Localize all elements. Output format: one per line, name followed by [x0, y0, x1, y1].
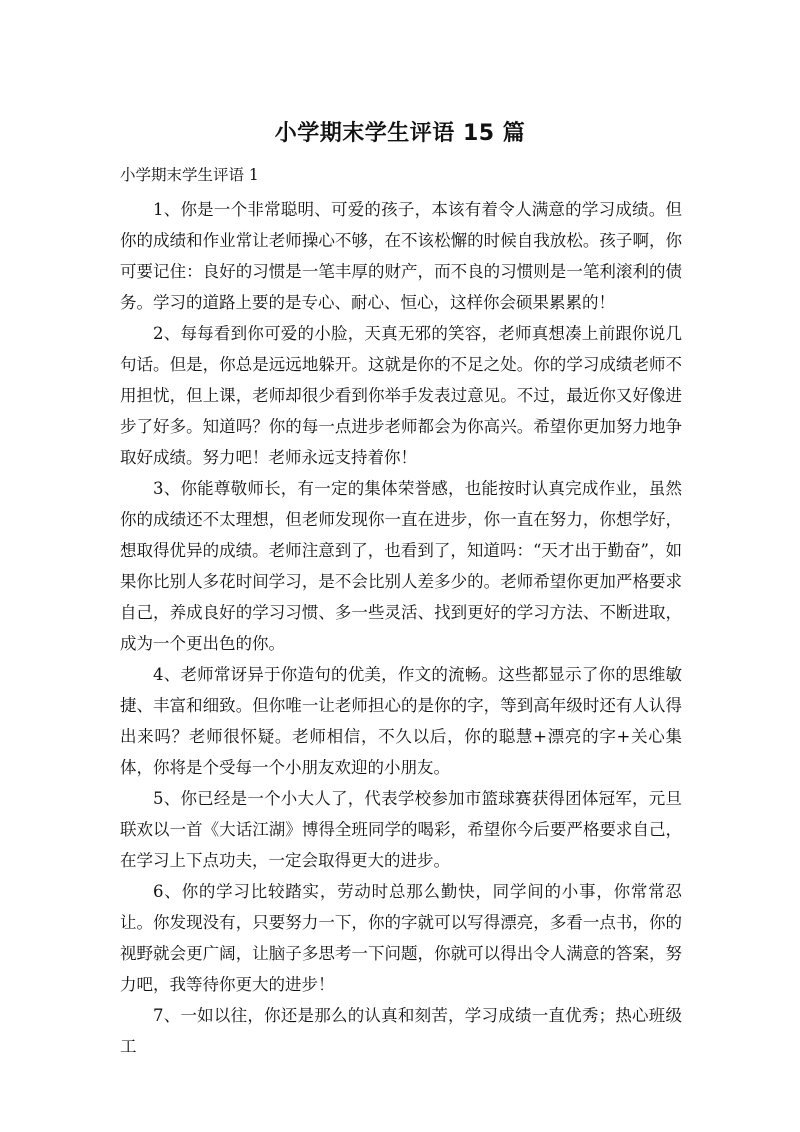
comment-paragraph-1: 1、你是一个非常聪明、可爱的孩子，本该有着令人满意的学习成绩。但你的成绩和作业常让老师操心不够，在不该松懈的时候自我放松。孩子啊，你可要记住：良好的习惯是一笔丰厚的财产，而不良的习惯则是一笔利滚利的债务。学习的道路上要的是专心、耐心、恒心，这样你会硕果累累的！ — [120, 200, 682, 312]
comment-paragraph-3: 3、你能尊敬师长，有一定的集体荣誉感，也能按时认真完成作业，虽然你的成绩还不太理想，但老师发现你一直在进步，你一直在努力，你想学好，想取得优异的成绩。老师注意到了，也看到了，知道吗：“天才出于勤奋”，如果你比别人多花时间学习，是不会比别人差多少的。老师希望你更加严格要求自己，养成良好的学习习惯、多一些灵活、找到更好的学习方法、不断进取，成为一个更出色的你。 — [120, 479, 682, 653]
document-title: 小学期末学生评语 15 篇 — [274, 121, 526, 146]
section-heading: 小学期末学生评语 1 — [120, 166, 259, 184]
comment-paragraph-5: 5、你已经是一个小大人了，代表学校参加市篮球赛获得团体冠军，元旦联欢以一首《大话江湖》博得全班同学的喝彩，希望你今后要严格要求自己，在学习上下点功夫，一定会取得更大的进步。 — [120, 789, 682, 870]
comment-paragraph-7: 7、一如以往，你还是那么的认真和刻苦，学习成绩一直优秀；热心班级工 — [120, 1006, 682, 1056]
comment-paragraph-6: 6、你的学习比较踏实，劳动时总那么勤快，同学间的小事，你常常忍让。你发现没有，只要努力一下，你的字就可以写得漂亮，多看一点书，你的视野就会更广阔，让脑子多思考一下问题，你就可以得出令人满意的答案，努力吧，我等待你更大的进步！ — [120, 882, 682, 994]
comment-paragraph-2: 2、每每看到你可爱的小脸，天真无邪的笑容，老师真想凑上前跟你说几句话。但是，你总是远远地躲开。这就是你的不足之处。你的学习成绩老师不用担忧，但上课，老师却很少看到你举手发表过意见。不过，最近你又好像进步了好多。知道吗？你的每一点进步老师都会为你高兴。希望你更加努力地争取好成绩。努力吧！老师永远支持着你！ — [120, 324, 682, 467]
document-body — [120, 194, 682, 1062]
comment-paragraph-4: 4、老师常讶异于你造句的优美，作文的流畅。这些都显示了你的思维敏捷、丰富和细致。但你唯一让老师担心的是你的字，等到高年级时还有人认得出来吗？老师很怀疑。老师相信，不久以后，你的聪慧+漂亮的字+关心集体，你将是个受每一个小朋友欢迎的小朋友。 — [120, 665, 682, 777]
